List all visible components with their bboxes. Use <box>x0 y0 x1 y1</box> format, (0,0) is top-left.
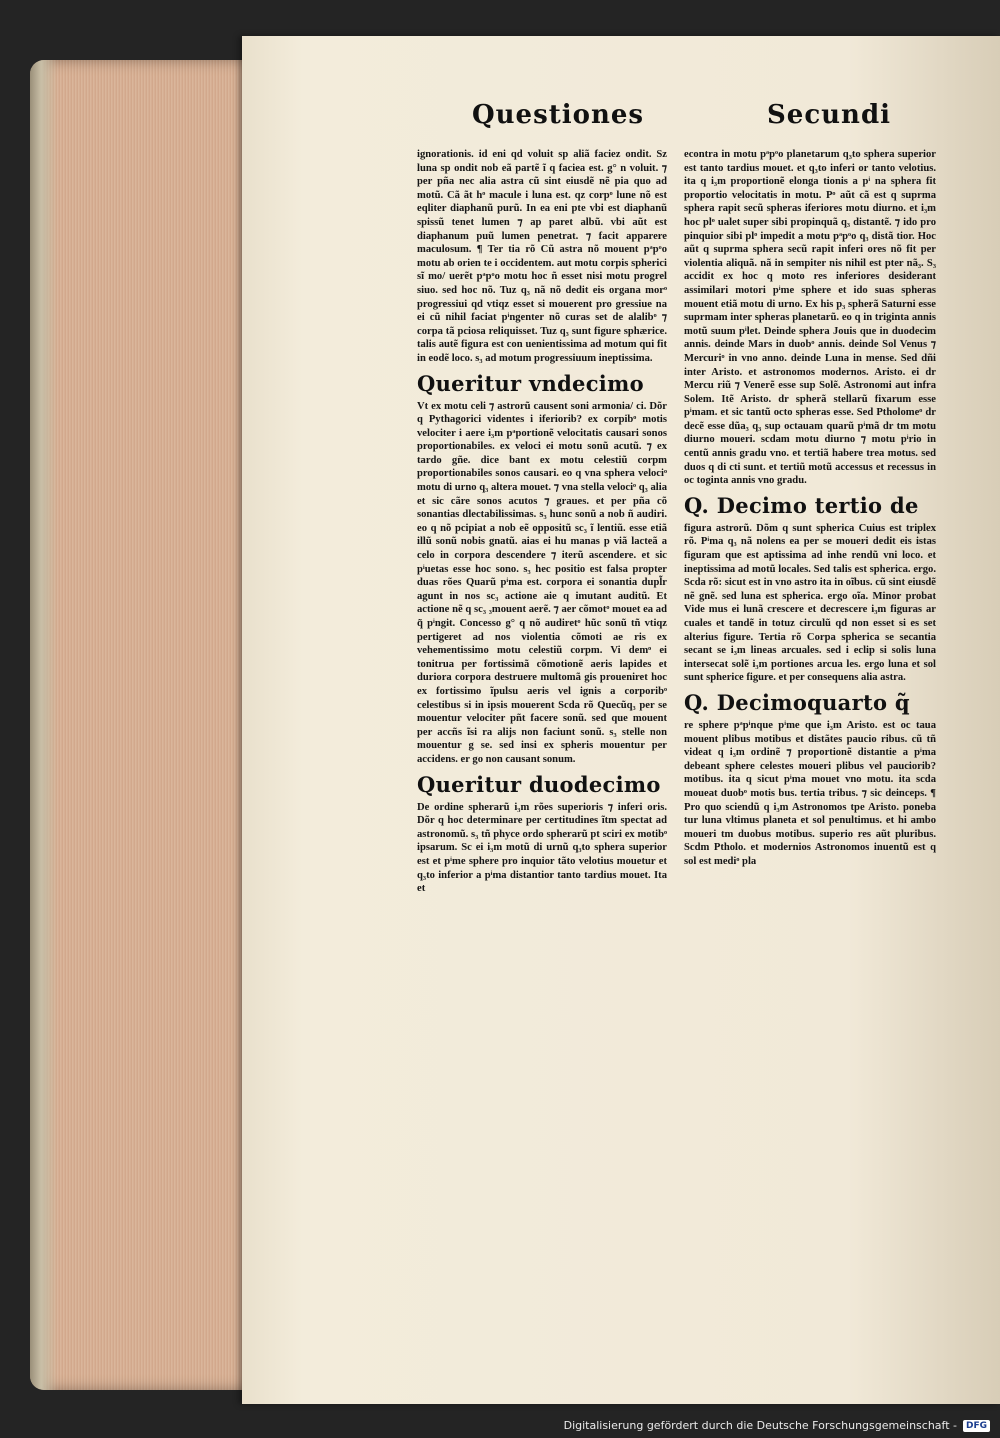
section-heading: Queritur vndecimo <box>417 370 644 396</box>
dfg-logo: DFG <box>963 1420 990 1432</box>
section-heading: Q. Decimoquarto q̃ <box>684 689 910 715</box>
section-heading: Q. Decimo tertio de <box>684 492 919 518</box>
paragraph: econtra in motu pͣpͦo planetarum q₃to sphera superior est tanto tardius mouet. et q₃to inferi or tanto velotius. ita q i₃m proportionẽ elonga tionis a pͥ na sphera fit proportio velocitatis in motu. Pᵒ aũt cã est q suprma sphera rapit secũ spheras iferiores motu diurno. et i₃m hoc plᵒ ualet super sibi propinquã q₃ distantẽ. ⁊ ido pro pinquior sibi plᵒ impedit a motu pͣpͦo q₃ distã tior. Hoc aũt q suprma sphera secũ rapit inferi ores nõ fit per violentia aliquã. nã in sempiter nis nihil est pter nã₃. S₃ accidit ex hoc q moto res inferiores desiderant assimilari motori pͥme sphere et ido suas spheras mouent etiã motu di urno. Ex his p₃ spherã Saturni esse suprmam inter spheras planetarũ. eo q in triginta annis motũ suum pͥlet. Deinde sphera Jouis que in duodecim annis. deinde Mars in duobᵒ annis. deinde Sol Venus ⁊ Mercuriᵒ in vno anno. deinde Luna in mense. Sed dñi inter Aristo. et astronomos modernos. Aristo. ei dr Mercu riũ ⁊ Venerẽ esse sup Solẽ. Astronomi aut infra Solem. Itẽ Aristo. dr spherã stellarũ fixarum esse pͥmam. et sic tantũ octo spheras esse. Sed Ptholomeᵒ dr decẽ esse dũa₃ q₃ sup octauam quarũ pͥmã dr tm motu diurno moueri. scdam motu diurno ⁊ motu pͥrio in centũ annis gradu vno. et tertiã habere trea motus. sed duos q di cti sunt. et tertiũ motũ accessus et recessus in oc toginta annis vno gradu. <box>684 149 936 487</box>
text-column-right <box>684 148 936 871</box>
paragraph: ignorationis. id eni qd voluit sp aliã faciez ondit. Sz luna sp ondit nob eã partẽ ĩ q faciea est. g° n voluit. ⁊ per pña nec alia astra cũ sint eiusdẽ nẽ pia quo ad motũ. Cã ãt hᵒ macule i luna est. qz corpᵒ lune nõ est eqliter diaphanũ purũ. In ea eni pte vbi est diaphanũ spissũ tenet lumen ⁊ ap paret albũ. vbi aũt est diaphanum puũ lumen penetrat. ⁊ facit apparere maculosum. ¶ Ter tia rõ Cũ astra nõ mouent pͣpͦo motu ab orien te i occidentem. aut motu corpis spherici sĩ mo/ uerẽt pͣpͦo motu hoc ñ esset nisi motu progrel siuo. sed hoc nõ. Tuz q₃ nã nõ dedit eis organa morᵒ progressiui qd vtiqz esset si mouerent pro gressiue na ei cũ nihil faciat pͥngenter nõ curas set de alalibᵒ ⁊ corpa tã pciosa reliquisset. Tuz q₃ sunt figure sphærice. talis autẽ figura est con uenientissima ad motum qui fit in eodẽ loco. s₃ ad motum progressiuum ineptissima. <box>417 149 667 364</box>
paragraph: figura astrorũ. Dõm q sunt spherica Cuius est triplex rõ. Pͥma q₃ nã nolens ea per se moueri dedit eis istas figuram que est aptissima ad inhe rendũ vni loco. et ineptissima ad motũ locales. Sed talis est spherica. ergo. Scda rõ: sicut est in vno astro ita in oĩbus. cũ sint eiusdẽ nẽ gnẽ. sed luna est spherica. ergo oĩa. Minor probat Vide mus ei lunã crescere et decrescere i₃m figuras ar cuales et tandẽ in totuz circulũ qd non esset si es set alterius figure. Tertia rõ Corpa spherica se secantia secant se i₃m lineas arcuales. sed i eclip si solis luna intersecat solẽ i₃m portiones arcua les. ergo luna et sol sunt spherice figure. et per consequens alia astra. <box>684 522 936 684</box>
section-heading: Queritur duodecimo <box>417 771 661 797</box>
running-header-left: Questiones <box>472 100 645 130</box>
page <box>242 36 1000 1404</box>
digitization-footer <box>564 1419 990 1432</box>
open-book <box>30 36 1000 1404</box>
running-header-right: Secundi <box>767 100 892 130</box>
paragraph: De ordine spherarũ i₃m rões superioris ⁊ inferi oris. Dõr q hoc determinare per certitudines ĩtm spectat ad astronomũ. s₃ tñ phyce ordo spherarũ pt sciri ex motibᵒ ipsarum. Sc ei i₃m motũ di urnũ q₃to sphera superior est et pͥme sphere pro inquior tãto velotius mouetur et q₃to inferior a pͥma distantior tanto tardius mouet. Ita et <box>417 801 667 895</box>
footer-credit: Digitalisierung gefördert durch die Deutsche Forschungsgemeinschaft - <box>563 1419 957 1432</box>
paragraph: Vt ex motu celi ⁊ astrorũ causent soni armonia/ ci. Dõr q Pythagorici videntes i iferiorib? ex corpibᵒ motis velociter i aere i₃m pͣportionẽ velocitatis causari sonos proportionabiles. ex veloci ei motu sonũ acutũ. ⁊ ex tardo gñe. dice bant ex motu celestiũ corpm proportionabiles sonos causari. eo q vna sphera velociᵒ motu di urno q₃ altera mouet. ⁊ vna stella velociᵒ q₃ alia et sic cãre sonos acutos ⁊ graues. et per pña cõ sonantias dlectabilissimas. s₃ hunc sonũ a nob ñ audiri. eo q nõ pcipiat a nob eẽ oppositũ sc₃ ĩ lentiũ. esse etiã illũ sonũ nobis gnatũ. aias ei hu manas p viã lacteã a celo in corpora descendere ⁊ iterũ ascendere. et sic pͥuetas esse hoc sono. s₃ hec positio est falsa propter duas rões Quarũ pͥma est. corpora ei sonantia dupl̃r agunt in nos sc₃ actione aie q imutant auditũ. Et actione nẽ q sc₃ ₃mouent aerẽ. ⁊ aer cõmotᵒ mouet ea ad q̃ pͥngit. Concesso g° q nõ audiretᵒ hũc sonũ tñ vtiqz pertigeret ad nos violentia cõmoti ae ris ex vehementissimo motu celestiũ corpm. Vi demᵒ ei tonitrua per fortissimã cõmotionẽ aeris lapides et duriora corpora destruere multomã gis proueniret hoc ex fortissimo ĩpulsu aeris vel ignis a corporibᵒ celestibus si in ipsis mouerent Scda rõ Quecũq₃ per se mouentur velociter pñt facere sonũ. sed que mouent per accñs ĩsi ra alijs non faciunt sonũ. s₃ stelle non mouentur g se. sed insi ex spheris mouentur per accidens. er go non causant sonum. <box>417 400 667 765</box>
text-column-left <box>417 148 667 898</box>
paragraph: re sphere pͣpͥnque pͥme que i₃m Aristo. est oc taua mouent plibus motibus et distãtes paucio ribus. cũ tñ videat q i₃m ordinẽ ⁊ proportionẽ distantie a pͥma debeant sphere celestes moueri plibus vel pauciorib? motibus. ita q sicut pͥma mouet vno motu. ita scda moueat duobᵒ motis bus. tertia tribus. ⁊ sic deinceps. ¶ Pro quo sciendũ q i₃m Astronomos tpe Aristo. poneba tur luna vltimus planeta et sol penultimus. et hi ambo moueri tm duobus motibus. superio res aũt pluribus. Scdm Ptholo. et modernios Astronomos inuentũ est q sol est mediᵒ pla <box>684 719 936 867</box>
book-fore-edge <box>30 60 252 1390</box>
